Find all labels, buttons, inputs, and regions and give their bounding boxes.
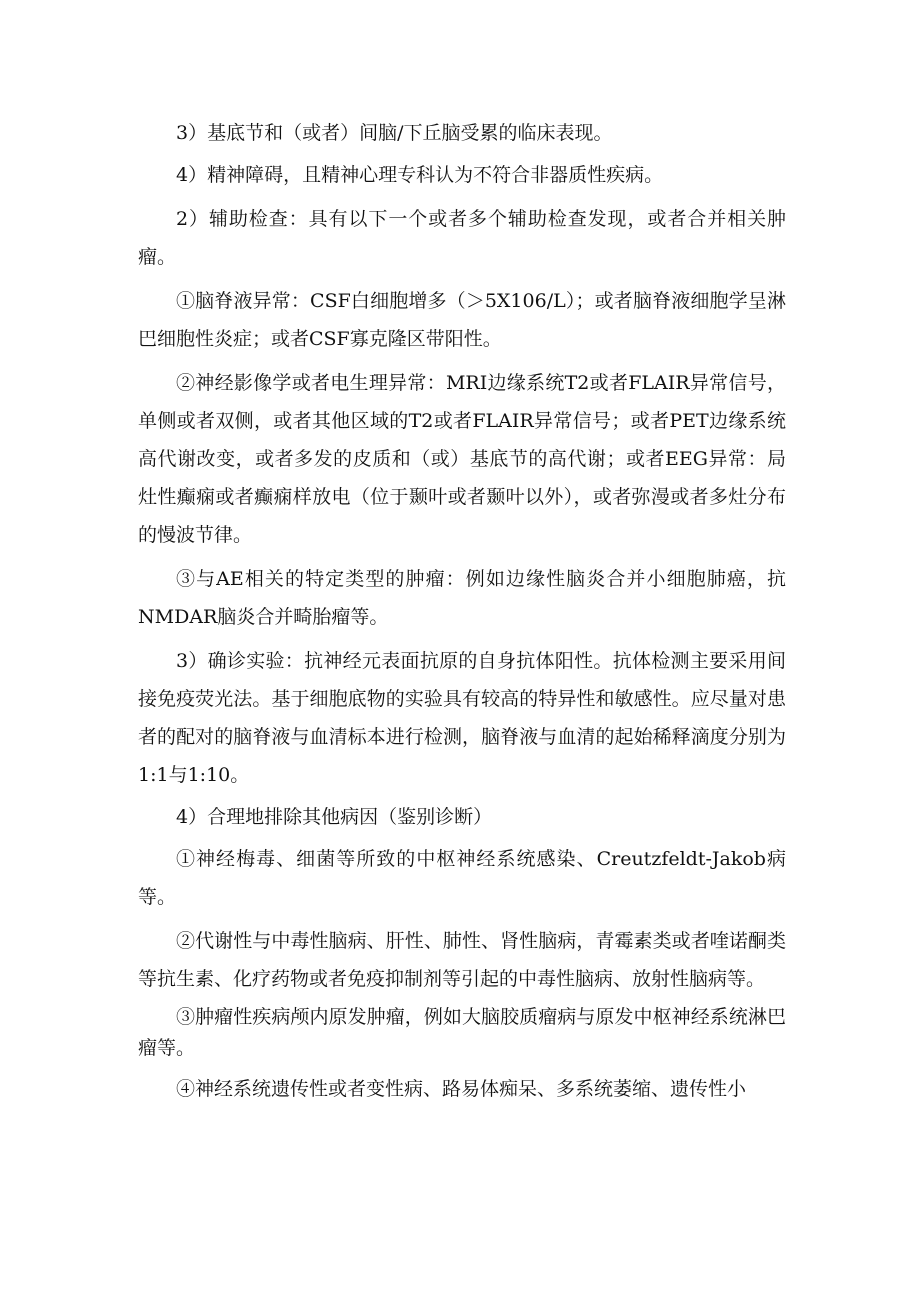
paragraph-differential-diagnosis: 4）合理地排除其他病因（鉴别诊断） [176, 806, 493, 828]
document-body [138, 114, 786, 1108]
paragraph-confirmation-test: 3）确诊实验：抗神经元表面抗原的自身抗体阳性。抗体检测主要采用间接免疫荧光法。基于细胞底物的实验具有较高的特异性和敏感性。应尽量对患者的配对的脑脊液与血清标本进行检测，脑脊液与血清的起始稀释滴度分别为1:1与1:10。 [138, 650, 786, 786]
paragraph-infection: ①神经梅毒、细菌等所致的中枢神经系统感染、Creutzfeldt-Jakob病等。 [138, 848, 786, 908]
paragraph-csf-abnormal: ①脑脊液异常：CSF白细胞增多（＞5X106/L）；或者脑脊液细胞学呈淋巴细胞性炎症；或者CSF寡克隆区带阳性。 [138, 290, 786, 350]
paragraph-neoplastic: ③肿瘤性疾病颅内原发肿瘤，例如大脑胶质瘤病与原发中枢神经系统淋巴瘤等。 [138, 1006, 786, 1059]
paragraph-clinical-basal-ganglia: 3）基底节和（或者）间脑/下丘脑受累的临床表现。 [176, 122, 613, 144]
paragraph-neuroimaging: ②神经影像学或者电生理异常：MRI边缘系统T2或者FLAIR异常信号，单侧或者双侧，或者其他区域的T2或者FLAIR异常信号；或者PET边缘系统高代谢改变，或者多发的皮质和（或）基底节的高代谢；或者EEG异常：局灶性癫痫或者癫痫样放电（位于颞叶或者颞叶以外），或者弥漫或者多灶分布的慢波节律。 [138, 372, 786, 546]
paragraph-clinical-psychiatric: 4）精神障碍，且精神心理专科认为不符合非器质性疾病。 [176, 164, 664, 186]
paragraph-hereditary: ④神经系统遗传性或者变性病、路易体痴呆、多系统萎缩、遗传性小 [176, 1078, 747, 1100]
paragraph-auxiliary-exam: 2）辅助检查：具有以下一个或者多个辅助检查发现，或者合并相关肿瘤。 [138, 208, 786, 268]
paragraph-tumor: ③与AE相关的特定类型的肿瘤：例如边缘性脑炎合并小细胞肺癌，抗NMDAR脑炎合并畸胎瘤等。 [138, 568, 786, 628]
paragraph-metabolic: ②代谢性与中毒性脑病、肝性、肺性、肾性脑病，青霉素类或者喹诺酮类等抗生素、化疗药物或者免疫抑制剂等引起的中毒性脑病、放射性脑病等。 [138, 930, 786, 990]
